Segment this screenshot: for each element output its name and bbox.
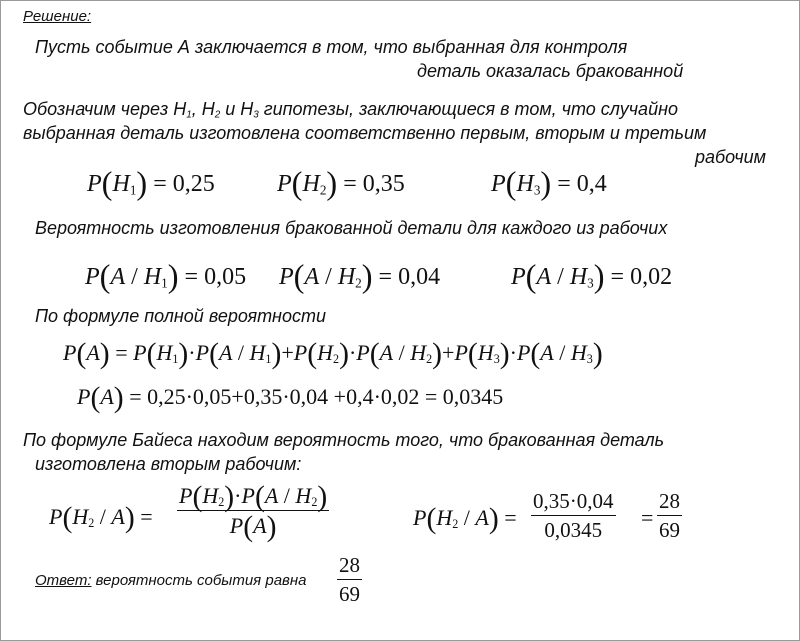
intro-line-1: Пусть событие А заключается в том, что выбранная для контроля [35,37,628,57]
formula-p-a-h1: $P(A / H_1) = 0,05$ [85,259,247,296]
answer-line [35,573,306,588]
bayes-formula-fraction [177,480,329,543]
answer-text: вероятность события равна [91,572,307,589]
bayes-numeric-numerator: 0,35·0,04 [533,489,614,513]
hypotheses-line-3: рабочим [695,147,767,167]
bayes-result-fraction [657,491,682,541]
total-probability-text: По формуле полной вероятности [35,306,326,326]
defect-probability-text: Вероятность изготовления бракованной детали для каждого из рабочих [35,218,668,238]
answer-label: Ответ: [35,572,92,589]
formula-p-h2: $P(H_2) = 0,35$ [277,166,405,203]
bayes-text-line-2: изготовлена вторым рабочим: [35,454,302,474]
bayes-equals-sign: = [641,505,654,530]
bayes-formula-lhs: $P(H_2 / A)$ = [49,501,153,534]
total-probability-formula: $P(A) = P(H_1)\cdot P(A / H_1)+P(H_2)\cdot P(A / H_2)+P(H_3)\cdot P(A / H_3)$ [63,337,603,370]
formula-p-a-h2: $P(A / H_2) = 0,04$ [279,259,441,296]
hypotheses-line-2: выбранная деталь изготовлена соответственно первым, вторым и третьим [23,123,707,143]
bayes-numeric-fraction [531,491,616,541]
total-probability-calculation: P(A) = 0,25·0,05+0,35·0,04 +0,4·0,02 = 0,0345 [77,381,504,414]
bayes-formula-numerator: $P(H_2)\cdot P(A / H_2)$ [179,480,328,513]
bayes-formula-denominator: P(A) [229,510,277,543]
answer-fraction [337,555,362,605]
bayes-numeric-denominator: 0,0345 [544,518,603,542]
bayes-result-denominator: 69 [659,518,680,542]
bayes-result-numerator: 28 [659,489,680,513]
formula-p-h1: $P(H_1) = 0,25$ [87,166,215,203]
answer-denominator: 69 [339,582,360,606]
formula-p-a-h3: $P(A / H_3) = 0,02$ [511,259,673,296]
bayes-text-line-1: По формуле Байеса находим вероятность того, что бракованная деталь [23,430,665,450]
intro-line-2: деталь оказалась бракованной [417,61,684,81]
bayes-numeric-lhs: $P(H_2 / A)$ = [413,502,517,535]
formula-p-h3: $P(H_3) = 0,4$ [491,166,607,203]
hypotheses-line-1: Обозначим через $H_1$, $H_2$ и $H_3$ гипотезы, заключающиеся в том, что случайно [23,99,678,121]
solution-label: Решение: [23,8,92,25]
answer-numerator: 28 [339,553,360,577]
